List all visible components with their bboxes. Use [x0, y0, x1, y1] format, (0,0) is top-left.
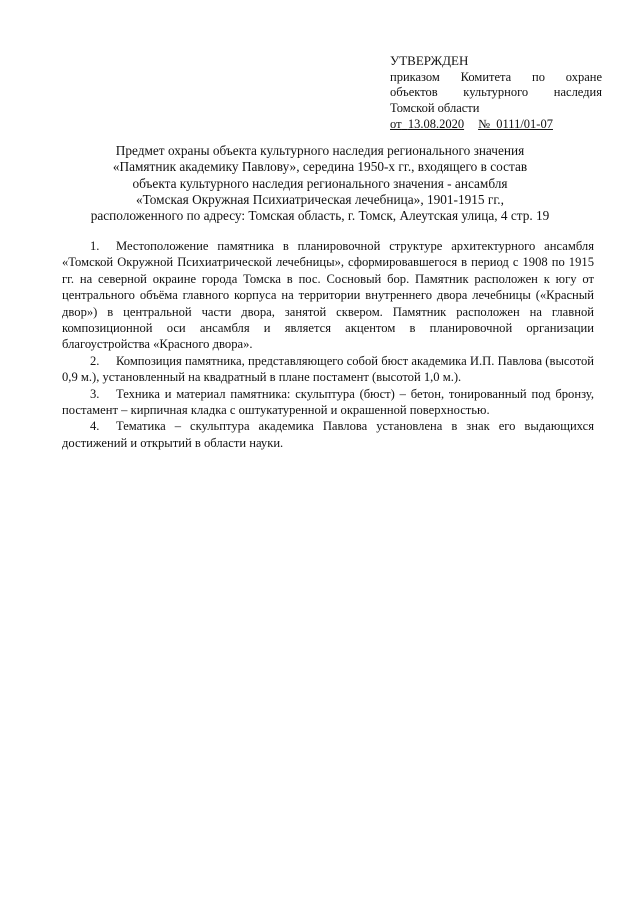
approval-order-line-2: объектов культурного наследия — [390, 85, 602, 99]
document-body — [62, 238, 594, 451]
title-line-5: расположенного по адресу: Томская область, г. Томск, Алеутская улица, 4 стр. 19 — [90, 208, 550, 224]
approval-heading: УТВЕРЖДЕН — [390, 53, 469, 68]
approval-order-line-3: Томской области — [390, 100, 480, 115]
item-number: 3. — [90, 386, 100, 401]
list-item — [62, 238, 594, 353]
list-item — [62, 353, 594, 386]
list-item — [62, 386, 594, 419]
title-line-4: «Томская Окружная Психиатрическая лечебница», 1901-1915 гг., — [136, 191, 504, 207]
item-number: 2. — [90, 353, 100, 368]
item-text: Тематика – скульптура академика Павлова установлена в знак его выдающихся достижений и открытий в области науки. — [62, 419, 594, 450]
title-line-3: объекта культурного наследия регионального значения - ансамбля — [132, 175, 508, 191]
item-number: 4. — [90, 419, 100, 434]
number-prefix: № — [478, 117, 490, 131]
approval-date-number-line — [390, 117, 602, 133]
list-item — [62, 418, 594, 451]
approval-number: 0111/01-07 — [496, 117, 553, 131]
document-title — [40, 143, 600, 224]
approval-block — [390, 53, 602, 133]
approval-order-line-1: приказом Комитета по охране — [390, 69, 602, 84]
title-line-1: Предмет охраны объекта культурного наследия регионального значения — [115, 143, 525, 158]
item-number: 1. — [90, 239, 100, 253]
item-text: Техника и материал памятника: скульптура (бюст) – бетон, тонированный под бронзу, постамент – кирпичная кладка с оштукатуренной и окрашенной поверхностью. — [62, 386, 594, 418]
title-line-2: «Памятник академику Павлову», середина 1950-х гг., входящего в состав — [112, 159, 528, 175]
item-text: Композиция памятника, представляющего собой бюст академика И.П. Павлова (высотой 0,9 м.), установленный на квадратный в плане постамент (высотой 1,0 м.). — [62, 353, 594, 385]
date-prefix: от — [390, 117, 402, 131]
approval-date: 13.08.2020 — [407, 117, 465, 131]
item-text: Местоположение памятника в планировочной структуре архитектурного ансамбля «Томской Окружной Психиатрической лечебницы», сформировавшегося в период с 1908 по 1915 гг. на северной окраине города Томска в пос. Сосновый бор. Памятник расположен к югу от центрального объёма главного корпуса на территории внутреннего двора лечебницы («Красный двор») в центральной части двора, занятой сквером. Памятник расположен на главной композиционной оси ансамбля и является акцентом в планировочной организации благоустройства «Красного двора». — [62, 239, 594, 352]
